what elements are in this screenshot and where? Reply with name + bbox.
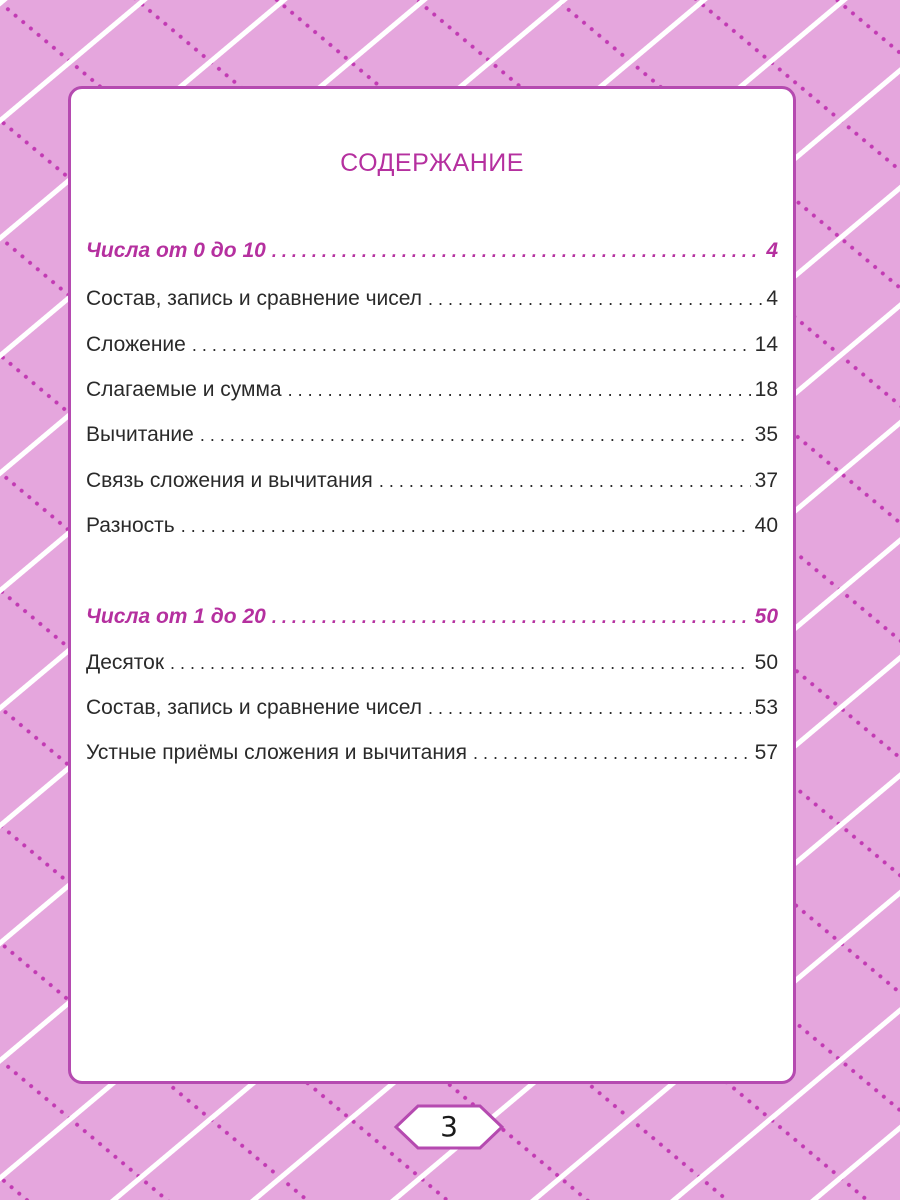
toc-section-title: Числа от 0 до 10 xyxy=(86,239,266,262)
toc-page-number: 18 xyxy=(754,378,778,401)
leader-dots xyxy=(192,335,751,356)
toc-section-title: Числа от 1 до 20 xyxy=(86,605,266,628)
toc-entry-title: Вычитание xyxy=(86,423,194,446)
page-number-badge xyxy=(392,1102,506,1152)
toc-entry-title: Устные приёмы сложения и вычитания xyxy=(86,741,468,764)
toc-page-number: 35 xyxy=(754,423,778,446)
toc-entry-title: Десяток xyxy=(86,651,165,674)
toc-entry[interactable] xyxy=(86,651,778,681)
toc-page-number: 14 xyxy=(754,333,778,356)
leader-dots xyxy=(379,471,751,492)
leader-dots xyxy=(272,241,763,262)
toc-page-number: 40 xyxy=(754,514,778,537)
page-number: 3 xyxy=(440,1110,458,1143)
leader-dots xyxy=(272,607,751,628)
toc-entry-title: Состав, запись и сравнение чисел xyxy=(86,696,423,719)
toc-section-heading[interactable] xyxy=(86,605,778,635)
toc-page-number: 50 xyxy=(754,605,778,628)
toc-page-number: 53 xyxy=(754,696,778,719)
toc-entry[interactable] xyxy=(86,469,778,499)
leader-dots xyxy=(428,698,751,719)
leader-dots xyxy=(288,380,751,401)
toc-entry-title: Слагаемые и сумма xyxy=(86,378,282,401)
toc-entry[interactable] xyxy=(86,378,778,408)
contents-card xyxy=(68,86,796,1084)
toc-page-number: 57 xyxy=(754,741,778,764)
toc-entry-title: Разность xyxy=(86,514,175,537)
toc-entry[interactable] xyxy=(86,696,778,726)
toc-page-number: 50 xyxy=(754,651,778,674)
toc-entry[interactable] xyxy=(86,423,778,453)
toc-entry[interactable] xyxy=(86,333,778,363)
leader-dots xyxy=(200,425,751,446)
leader-dots xyxy=(170,653,751,674)
toc-section-heading[interactable] xyxy=(86,239,778,269)
toc-entry[interactable] xyxy=(86,287,778,317)
leader-dots xyxy=(473,743,751,764)
page-title: СОДЕРЖАНИЕ xyxy=(340,149,524,177)
toc-entry-title: Сложение xyxy=(86,333,186,356)
leader-dots xyxy=(181,516,751,537)
toc-page-number: 37 xyxy=(754,469,778,492)
toc-page-number: 4 xyxy=(766,239,778,262)
leader-dots xyxy=(428,289,762,310)
toc-entry-title: Связь сложения и вычитания xyxy=(86,469,373,492)
toc-entry[interactable] xyxy=(86,741,778,771)
toc-page-number: 4 xyxy=(766,287,778,310)
toc-entry-title: Состав, запись и сравнение чисел xyxy=(86,287,423,310)
toc-entry[interactable] xyxy=(86,514,778,544)
